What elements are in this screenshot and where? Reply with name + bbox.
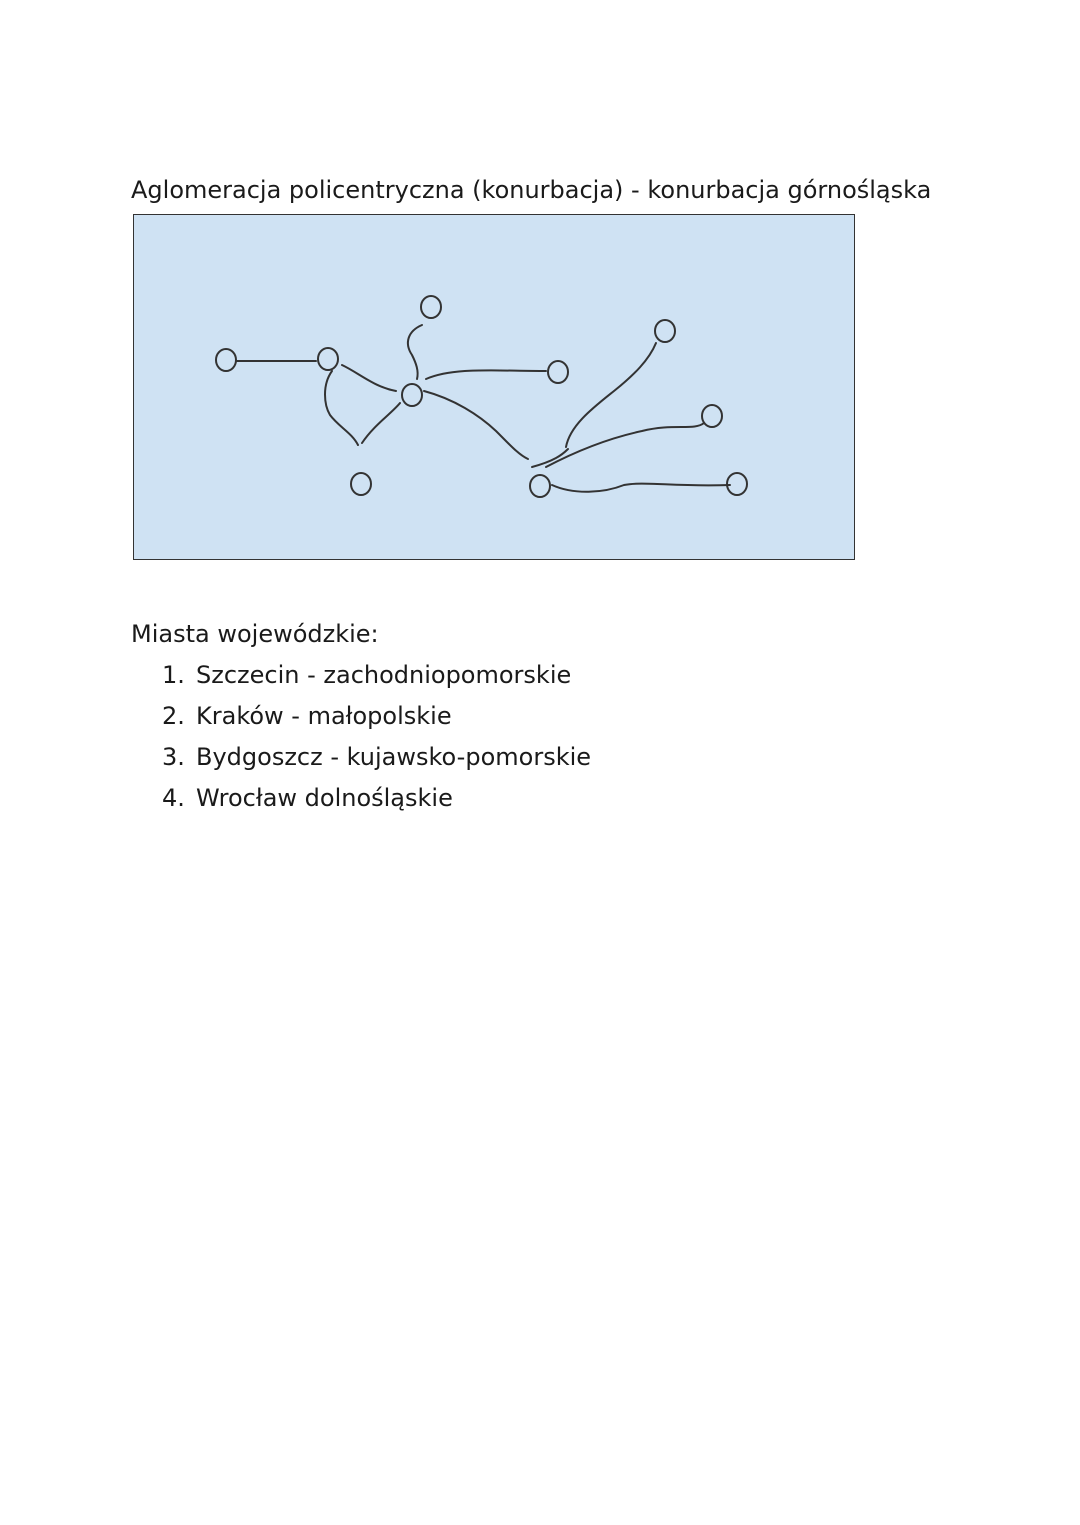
link-line: [426, 370, 546, 379]
link-line: [362, 403, 400, 443]
item-number: 3.: [162, 743, 185, 771]
city-node: [216, 349, 236, 371]
city-node: [530, 475, 550, 497]
link-line: [546, 423, 704, 467]
list-item: [162, 780, 591, 821]
item-text: Kraków - małopolskie: [196, 702, 452, 730]
list-item: [162, 657, 591, 698]
page-heading: Aglomeracja policentryczna (konurbacja) - konurbacja górnośląska: [131, 176, 932, 204]
link-line: [552, 484, 730, 492]
item-text: Szczecin - zachodniopomorskie: [196, 661, 572, 689]
link-line: [424, 391, 528, 459]
item-number: 1.: [162, 661, 185, 689]
item-number: 2.: [162, 702, 185, 730]
city-node: [421, 296, 441, 318]
city-node: [351, 473, 371, 495]
conurbation-sketch: [134, 215, 856, 561]
city-node: [655, 320, 675, 342]
link-line: [342, 365, 396, 391]
link-line: [408, 325, 422, 379]
city-list: [162, 657, 591, 821]
city-node: [702, 405, 722, 427]
conurbation-diagram: [133, 214, 855, 560]
item-number: 4.: [162, 784, 185, 812]
city-node: [548, 361, 568, 383]
list-title: Miasta wojewódzkie:: [131, 620, 379, 648]
item-text: Wrocław dolnośląskie: [196, 784, 453, 812]
item-text: Bydgoszcz - kujawsko-pomorskie: [196, 743, 592, 771]
city-node: [402, 384, 422, 406]
city-node: [318, 348, 338, 370]
list-item: [162, 739, 591, 780]
link-line: [325, 371, 358, 445]
list-item: [162, 698, 591, 739]
